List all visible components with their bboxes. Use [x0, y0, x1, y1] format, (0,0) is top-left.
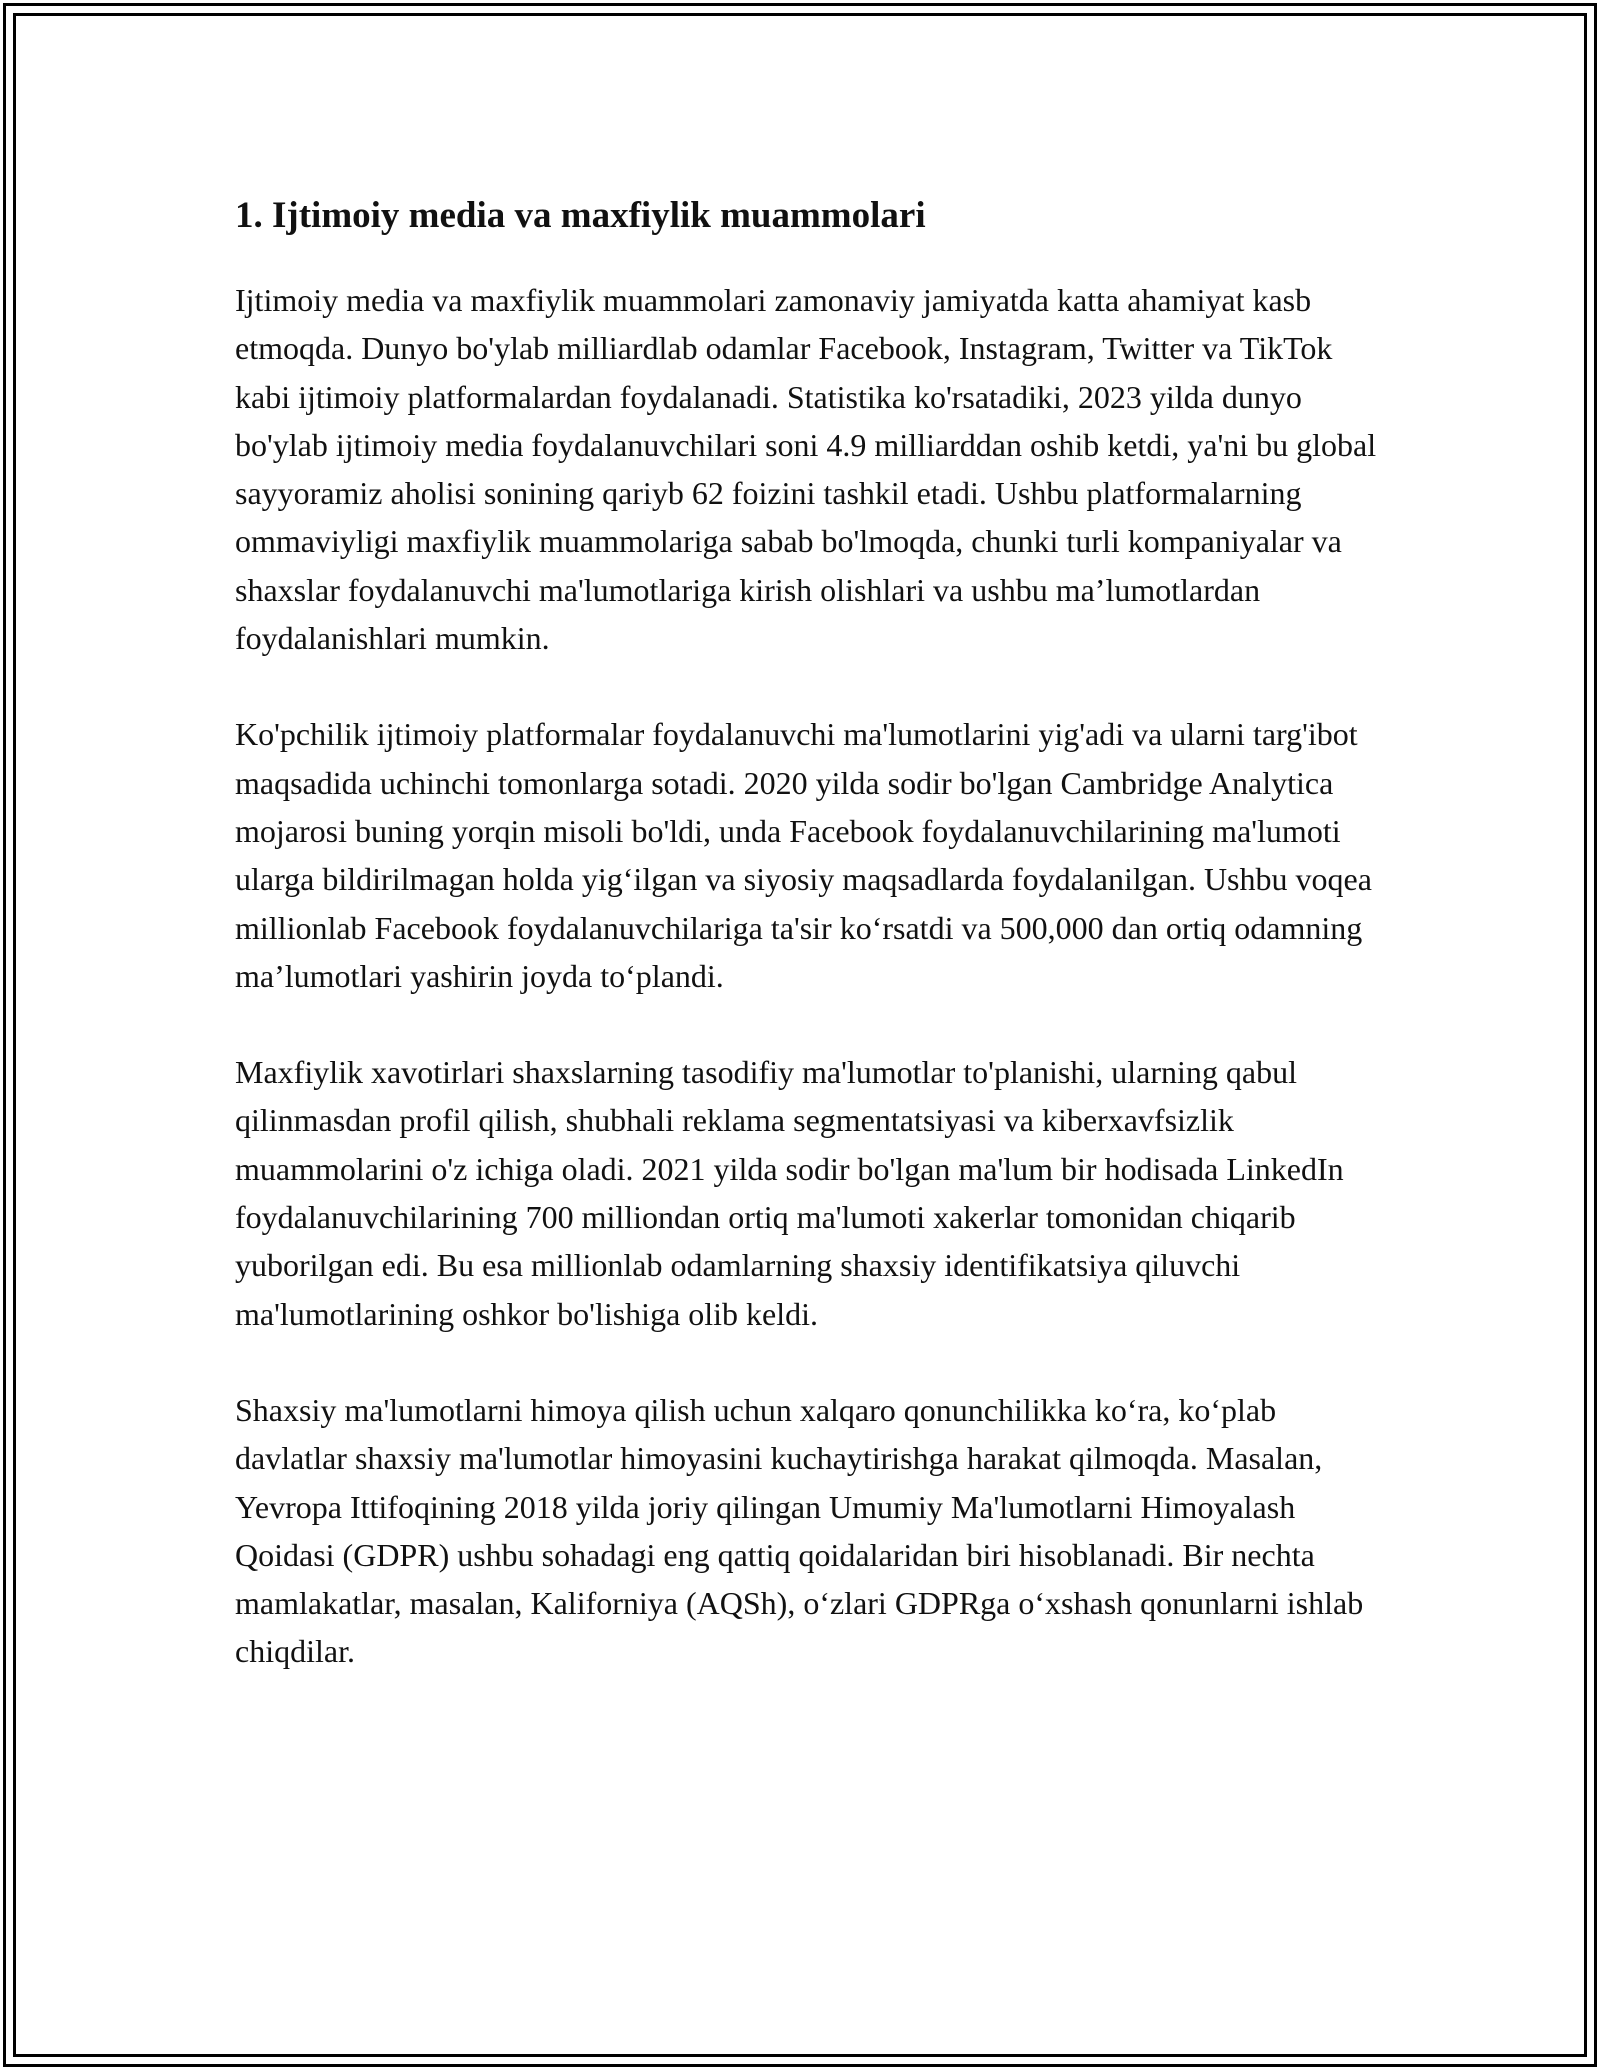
paragraph-4: Shaxsiy ma'lumotlarni himoya qilish uchun xalqaro qonunchilikka ko‘ra, ko‘plab davlatlar shaxsiy ma'lumotlar himoyasini kuchaytirishga harakat qilmoqda. Masalan, Yevropa Ittifoqining 2018 yilda joriy qilingan Umumiy Ma'lumotlarni Himoyalash Qoidasi (GDPR) ushbu sohadagi eng qattiq qoidalaridan biri hisoblanadi. Bir nechta mamlakatlar, masalan, Kaliforniya (AQSh), o‘zlari GDPRga o‘xshash qonunlarni ishlab chiqdilar.: [235, 1391, 1364, 1670]
paragraph-3: Maxfiylik xavotirlari shaxslarning tasodifiy ma'lumotlar to'planishi, ularning qabul qilinmasdan profil qilish, shubhali reklama segmentatsiyasi va kiberxavfsizlik muammolarini o'z ichiga oladi. 2021 yilda sodir bo'lgan ma'lum bir hodisada LinkedIn foydalanuvchilarining 700 milliondan ortiq ma'lumoti xakerlar tomonidan chiqarib yuborilgan edi. Bu esa millionlab odamlarning shaxsiy identifikatsiya qiluvchi ma'lumotlarining oshkor bo'lishiga olib keldi.: [235, 1054, 1344, 1332]
paragraph-2: Ko'pchilik ijtimoiy platformalar foydalanuvchi ma'lumotlarini yig'adi va ularni targ'ibot maqsadida uchinchi tomonlarga sotadi. 2020 yilda sodir bo'lgan Cambridge Analytica mojarosi buning yorqin misoli bo'ldi, unda Facebook foydalanuvchilarining ma'lumoti ularga bildirilmagan holda yig‘ilgan va siyosiy maqsadlarda foydalanilgan. Ushbu voqea millionlab Facebook foydalanuvchilariga ta'sir ko‘rsatdi va 500,000 dan ortiq odamning ma’lumotlari yashirin joyda to‘plandi.: [235, 716, 1372, 994]
section-heading: 1. Ijtimoiy media va maxfiylik muammolari: [235, 195, 926, 236]
document-body: [235, 188, 1385, 1724]
paragraph-1: Ijtimoiy media va maxfiylik muammolari zamonaviy jamiyatda katta ahamiyat kasb etmoqda. Dunyo bo'ylab milliardlab odamlar Facebook, Instagram, Twitter va TikTok kabi ijtimoiy platformalardan foydalanadi. Statistika ko'rsatadiki, 2023 yilda dunyo bo'ylab ijtimoiy media foydalanuvchilari soni 4.9 milliarddan oshib ketdi, ya'ni bu global sayyoramiz aholisi sonining qariyb 62 foizini tashkil etadi. Ushbu platformalarning ommaviyligi maxfiylik muammolariga sabab bo'lmoqda, chunki turli kompaniyalar va shaxslar foydalanuvchi ma'lumotlariga kirish olishlari va ushbu ma’lumotlardan foydalanishlari mumkin.: [235, 282, 1377, 657]
